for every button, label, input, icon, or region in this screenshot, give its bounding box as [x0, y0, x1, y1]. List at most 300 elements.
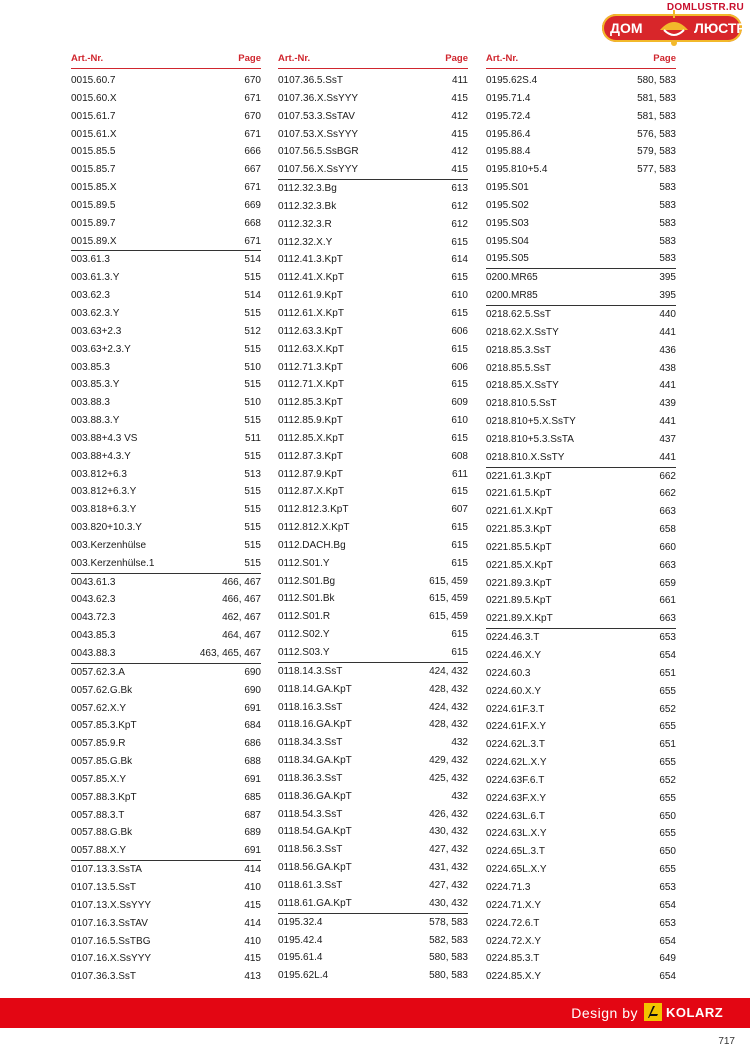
- article-number: 0107.53.X.SsYYY: [278, 128, 359, 140]
- article-number: 0043.62.3: [71, 594, 116, 606]
- design-by-text: Design by: [571, 1005, 638, 1021]
- page-reference: 670: [244, 110, 261, 122]
- article-number: 003.812+6.3.Y: [71, 486, 137, 498]
- article-number: 0015.89.7: [71, 217, 116, 229]
- index-row: [486, 306, 676, 324]
- article-number: 0118.36.GA.KpT: [278, 790, 352, 802]
- article-number: 0195.S05: [486, 253, 529, 265]
- page-reference: 688: [244, 756, 261, 768]
- index-row: [278, 644, 468, 663]
- page-reference: 670: [244, 75, 261, 86]
- article-number: 0057.88.3.T: [71, 809, 125, 821]
- article-number: 003.61.3: [71, 254, 110, 266]
- article-number: 0218.62.5.SsT: [486, 308, 552, 320]
- index-row: [71, 645, 261, 664]
- header-page: Page: [238, 53, 261, 64]
- page-reference: 515: [244, 522, 261, 534]
- page-reference: 515: [244, 539, 261, 551]
- page-reference: 432: [451, 737, 468, 749]
- page-reference: 690: [244, 684, 261, 696]
- page-reference: 583: [659, 217, 676, 229]
- page-reference: 607: [451, 504, 468, 516]
- page-reference: 655: [659, 792, 676, 804]
- article-number: 003.818+6.3.Y: [71, 504, 137, 516]
- article-number: 0112.S01.Bk: [278, 593, 335, 605]
- logo-word-lustr: ЛЮСТР: [694, 20, 746, 36]
- index-row: [71, 215, 261, 233]
- page-reference: 441: [659, 380, 676, 392]
- column-header: [278, 50, 468, 69]
- article-number: 0218.810+5.3.SsTA: [486, 433, 574, 445]
- article-number: 0195.86.4: [486, 128, 531, 140]
- article-number: 0195.61.4: [278, 952, 323, 964]
- article-number: 0057.85.X.Y: [71, 773, 127, 785]
- index-row: [278, 859, 468, 877]
- page-reference: 410: [244, 881, 261, 893]
- article-number: 0112.85.X.KpT: [278, 432, 344, 444]
- index-row: [486, 143, 676, 161]
- index-rows: [278, 72, 468, 985]
- index-row: [278, 216, 468, 234]
- header-art-nr: Art.-Nr.: [278, 53, 311, 64]
- page-reference: 663: [659, 613, 676, 625]
- index-row: [278, 537, 468, 555]
- page-number: 717: [718, 1036, 735, 1047]
- page-reference: 429, 432: [429, 755, 468, 767]
- article-number: 0107.13.3.SsTA: [71, 864, 142, 876]
- index-row: [71, 108, 261, 126]
- page-reference: 463, 465, 467: [199, 648, 261, 659]
- article-number: 0224.65L.3.T: [486, 846, 545, 858]
- page-reference: 615, 459: [429, 611, 468, 623]
- article-number: 0118.14.GA.KpT: [278, 683, 352, 695]
- page-reference: 462, 467: [222, 612, 261, 624]
- article-number: 0195.62L.4: [278, 970, 329, 982]
- page-reference: 652: [659, 703, 676, 715]
- index-row: [278, 555, 468, 573]
- page-reference: 515: [244, 272, 261, 284]
- page-reference: 512: [244, 325, 261, 337]
- article-number: 0112.S02.Y: [278, 629, 330, 641]
- page-reference: 464, 467: [222, 630, 261, 642]
- page-reference: 660: [659, 541, 676, 553]
- index-row: [486, 915, 676, 933]
- index-row: [71, 287, 261, 305]
- index-row: [71, 591, 261, 609]
- page-reference: 655: [659, 864, 676, 876]
- index-row: [486, 250, 676, 269]
- page-reference: 655: [659, 685, 676, 697]
- article-number: 0118.34.GA.KpT: [278, 755, 352, 767]
- page-reference: 691: [244, 845, 261, 857]
- article-number: 0112.S03.Y: [278, 647, 330, 658]
- article-number: 0195.71.4: [486, 92, 531, 104]
- article-number: 003.85.3.Y: [71, 379, 120, 391]
- index-row: [486, 897, 676, 915]
- index-row: [486, 968, 676, 986]
- page-reference: 412: [451, 146, 468, 158]
- article-number: 0195.42.4: [278, 934, 323, 946]
- article-number: 003.85.3: [71, 361, 110, 373]
- index-row: [486, 843, 676, 861]
- footer-brand: [568, 1000, 728, 1026]
- article-number: 003.63+2.3: [71, 325, 122, 337]
- index-row: [278, 180, 468, 198]
- page-reference: 685: [244, 791, 261, 803]
- article-number: 0057.85.G.Bk: [71, 756, 133, 768]
- page-reference: 654: [659, 971, 676, 983]
- article-number: 0221.89.3.KpT: [486, 577, 552, 589]
- index-row: [71, 682, 261, 700]
- page-reference: 515: [244, 450, 261, 462]
- article-number: 0057.88.X.Y: [71, 845, 127, 857]
- article-number: 0015.61.X: [71, 128, 117, 140]
- index-row: [486, 233, 676, 251]
- index-row: [486, 431, 676, 449]
- article-number: 0112.41.X.KpT: [278, 272, 344, 284]
- page-reference: 668: [244, 217, 261, 229]
- index-row: [71, 915, 261, 933]
- article-number: 0112.32.3.R: [278, 218, 332, 230]
- page-reference: 430, 432: [429, 826, 468, 838]
- index-row: [71, 842, 261, 861]
- index-row: [71, 90, 261, 108]
- page-reference: 654: [659, 650, 676, 661]
- page-reference: 438: [659, 362, 676, 374]
- page-reference: 412: [451, 110, 468, 122]
- article-number: 0221.61.5.KpT: [486, 488, 552, 500]
- index-row: [278, 394, 468, 412]
- index-row: [278, 716, 468, 734]
- index-row: [486, 395, 676, 413]
- article-number: 0118.54.GA.KpT: [278, 826, 352, 838]
- index-row: [278, 126, 468, 144]
- index-row: [486, 718, 676, 736]
- article-number: 0112.32.X.Y: [278, 236, 333, 248]
- page-reference: 615: [451, 539, 468, 551]
- index-row: [278, 305, 468, 323]
- index-row: [71, 341, 261, 359]
- page-reference: 425, 432: [429, 772, 468, 784]
- index-column-2: [278, 50, 468, 985]
- page-reference: 437: [659, 433, 676, 445]
- index-row: [278, 823, 468, 841]
- index-row: [71, 627, 261, 645]
- index-row: [486, 933, 676, 951]
- article-number: 0112.61.X.KpT: [278, 307, 344, 319]
- article-number: 0224.63L.X.Y: [486, 828, 547, 840]
- page-reference: 440: [659, 308, 676, 320]
- page-reference: 615: [451, 522, 468, 534]
- index-row: [486, 647, 676, 665]
- index-row: [71, 933, 261, 951]
- index-row: [278, 251, 468, 269]
- article-number: 0015.85.X: [71, 182, 117, 194]
- article-number: 0221.85.X.KpT: [486, 559, 553, 571]
- page-reference: 515: [244, 379, 261, 391]
- index-row: [71, 824, 261, 842]
- index-row: [486, 701, 676, 719]
- page-reference: 424, 432: [429, 665, 468, 677]
- page-reference: 606: [451, 361, 468, 373]
- page-reference: 615: [451, 557, 468, 569]
- page-reference: 654: [659, 935, 676, 947]
- index-row: [278, 161, 468, 180]
- article-number: 003.Kerzenhülse.1: [71, 557, 155, 569]
- article-number: 003.61.3.Y: [71, 272, 120, 284]
- page-reference: 653: [659, 917, 676, 929]
- article-number: 0195.32.4: [278, 916, 323, 928]
- article-number: 0218.810+5.X.SsTY: [486, 416, 576, 428]
- page-reference: 580, 583: [429, 970, 468, 982]
- article-number: 0112.32.3.Bg: [278, 183, 337, 195]
- page-reference: 515: [244, 557, 261, 569]
- index-row: [486, 413, 676, 431]
- article-number: 0107.13.X.SsYYY: [71, 899, 152, 911]
- index-row: [278, 359, 468, 377]
- article-number: 0107.36.3.SsT: [71, 971, 137, 983]
- page-reference: 615, 459: [429, 593, 468, 605]
- kolarz-logo-icon: [644, 1003, 662, 1021]
- page-reference: 581, 583: [637, 110, 676, 122]
- page-reference: 428, 432: [429, 683, 468, 695]
- page-reference: 515: [244, 307, 261, 319]
- page-reference: 510: [244, 361, 261, 373]
- index-column-1: [71, 50, 261, 986]
- index-row: [486, 449, 676, 468]
- article-number: 0218.85.3.SsT: [486, 344, 552, 356]
- index-row: [486, 772, 676, 790]
- article-number: 0057.88.3.KpT: [71, 791, 137, 803]
- page-reference: 655: [659, 757, 676, 769]
- page-reference: 661: [659, 595, 676, 607]
- index-row: [278, 269, 468, 287]
- column-header: [71, 50, 261, 69]
- index-row: [278, 663, 468, 681]
- page-reference: 583: [659, 199, 676, 211]
- index-row: [486, 108, 676, 126]
- article-number: 0221.89.X.KpT: [486, 613, 553, 625]
- chandelier-icon: [656, 10, 692, 50]
- index-row: [71, 126, 261, 144]
- page-reference: 609: [451, 397, 468, 409]
- page-reference: 654: [659, 899, 676, 911]
- page-reference: 667: [244, 164, 261, 176]
- index-row: [278, 967, 468, 985]
- index-row: [71, 161, 261, 179]
- article-number: 0224.65L.X.Y: [486, 864, 547, 876]
- index-row: [278, 806, 468, 824]
- header-page: Page: [653, 53, 676, 64]
- page-reference: 466, 467: [222, 576, 261, 588]
- index-row: [71, 394, 261, 412]
- article-number: 0015.85.7: [71, 164, 116, 176]
- index-row: [71, 269, 261, 287]
- article-number: 0057.62.G.Bk: [71, 684, 133, 696]
- page-reference: 610: [451, 290, 468, 302]
- index-row: [486, 503, 676, 521]
- index-row: [486, 683, 676, 701]
- page-reference: 580, 583: [637, 75, 676, 86]
- logo-word-dom: ДОМ: [610, 20, 643, 36]
- page-reference: 411: [452, 75, 468, 86]
- index-row: [71, 359, 261, 377]
- domlustr-logo[interactable]: [596, 0, 750, 56]
- article-number: 0107.16.5.SsTBG: [71, 935, 151, 947]
- index-row: [71, 72, 261, 90]
- index-row: [486, 269, 676, 287]
- index-row: [71, 735, 261, 753]
- article-number: 0218.85.5.SsT: [486, 362, 552, 374]
- article-number: 0107.13.5.SsT: [71, 881, 137, 893]
- page-reference: 578, 583: [429, 916, 468, 928]
- index-row: [71, 968, 261, 986]
- page-reference: 511: [245, 432, 261, 444]
- index-row: [486, 360, 676, 378]
- page-reference: 671: [244, 128, 261, 140]
- page-reference: 671: [244, 182, 261, 194]
- index-row: [278, 323, 468, 341]
- page-reference: 663: [659, 559, 676, 571]
- index-row: [278, 770, 468, 788]
- page-reference: 441: [659, 416, 676, 428]
- article-number: 003.88+4.3.Y: [71, 450, 131, 462]
- index-row: [278, 466, 468, 484]
- page-reference: 615: [451, 307, 468, 319]
- index-row: [71, 771, 261, 789]
- page-reference: 615: [451, 432, 468, 444]
- article-number: 0224.62L.X.Y: [486, 757, 547, 769]
- page-reference: 581, 583: [637, 92, 676, 104]
- index-row: [71, 789, 261, 807]
- index-row: [278, 949, 468, 967]
- page-reference: 612: [451, 200, 468, 212]
- index-row: [278, 877, 468, 895]
- page-reference: 615: [451, 343, 468, 355]
- header-page: Page: [445, 53, 468, 64]
- page-reference: 652: [659, 774, 676, 786]
- page-reference: 612: [451, 218, 468, 230]
- article-number: 0224.60.3: [486, 667, 531, 679]
- index-row: [278, 932, 468, 950]
- index-row: [486, 557, 676, 575]
- page-reference: 608: [451, 450, 468, 462]
- article-number: 0221.85.3.KpT: [486, 524, 552, 536]
- article-number: 0218.810.5.SsT: [486, 398, 557, 410]
- index-row: [278, 483, 468, 501]
- article-number: 0043.61.3: [71, 576, 116, 588]
- index-row: [486, 879, 676, 897]
- index-row: [278, 699, 468, 717]
- article-number: 003.812+6.3: [71, 468, 127, 480]
- article-number: 0224.46.3.T: [486, 632, 540, 644]
- article-number: 0224.63L.6.T: [486, 810, 545, 822]
- page-reference: 653: [659, 881, 676, 893]
- index-row: [278, 430, 468, 448]
- page-reference: 426, 432: [429, 808, 468, 820]
- page-reference: 690: [244, 666, 261, 678]
- index-row: [278, 108, 468, 126]
- page-reference: 415: [244, 953, 261, 965]
- article-number: 0118.61.GA.KpT: [278, 897, 352, 909]
- page-reference: 514: [244, 290, 261, 302]
- page-reference: 515: [244, 415, 261, 427]
- article-number: 0224.61F.3.T: [486, 703, 545, 715]
- page-reference: 684: [244, 720, 261, 732]
- article-number: 0195.S02: [486, 199, 529, 211]
- article-number: 0118.54.3.SsT: [278, 808, 343, 820]
- index-row: [278, 752, 468, 770]
- page-reference: 583: [659, 253, 676, 265]
- page-reference: 424, 432: [429, 701, 468, 713]
- index-row: [71, 519, 261, 537]
- index-row: [486, 377, 676, 395]
- index-row: [278, 895, 468, 914]
- index-row: [486, 179, 676, 197]
- article-number: 003.62.3: [71, 290, 110, 302]
- page-reference: 579, 583: [637, 146, 676, 158]
- index-row: [486, 861, 676, 879]
- index-row: [278, 914, 468, 932]
- index-row: [486, 950, 676, 968]
- article-number: 0112.812.X.KpT: [278, 522, 350, 534]
- index-row: [486, 754, 676, 772]
- index-row: [278, 143, 468, 161]
- index-row: [278, 341, 468, 359]
- index-row: [71, 466, 261, 484]
- page-reference: 662: [659, 488, 676, 500]
- article-number: 0112.41.3.KpT: [278, 254, 343, 266]
- article-number: 0107.56.X.SsYYY: [278, 164, 359, 176]
- index-row: [278, 734, 468, 752]
- column-header: [486, 50, 676, 69]
- index-row: [278, 788, 468, 806]
- index-row: [71, 664, 261, 682]
- article-number: 0118.16.3.SsT: [278, 701, 343, 713]
- page-reference: 651: [659, 667, 676, 679]
- index-row: [486, 575, 676, 593]
- article-number: 0112.87.9.KpT: [278, 468, 343, 480]
- page-reference: 655: [659, 721, 676, 733]
- article-number: 0221.85.5.KpT: [486, 541, 552, 553]
- article-number: 0057.62.3.A: [71, 666, 125, 678]
- article-number: 0218.810.X.SsTY: [486, 451, 565, 463]
- index-row: [486, 72, 676, 90]
- article-number: 0195.S04: [486, 235, 529, 247]
- article-number: 0224.63F.X.Y: [486, 792, 547, 804]
- page-reference: 415: [451, 128, 468, 140]
- article-number: 0112.32.3.Bk: [278, 200, 337, 212]
- article-number: 0107.36.X.SsYYY: [278, 92, 359, 104]
- article-number: 0195.S03: [486, 217, 529, 229]
- page-reference: 430, 432: [429, 897, 468, 909]
- article-number: 0118.61.3.SsT: [278, 879, 343, 891]
- index-row: [278, 608, 468, 626]
- index-row: [71, 376, 261, 394]
- index-row: [278, 376, 468, 394]
- article-number: 0015.89.X: [71, 235, 117, 247]
- index-row: [486, 197, 676, 215]
- page-reference: 441: [659, 451, 676, 463]
- page-reference: 583: [659, 182, 676, 194]
- article-number: 0107.16.3.SsTAV: [71, 917, 148, 929]
- index-row: [486, 342, 676, 360]
- article-number: 0112.85.3.KpT: [278, 397, 343, 409]
- article-number: 0200.MR85: [486, 290, 538, 302]
- article-number: 0112.812.3.KpT: [278, 504, 349, 516]
- article-number: 0112.S01.R: [278, 611, 331, 623]
- index-row: [71, 233, 261, 252]
